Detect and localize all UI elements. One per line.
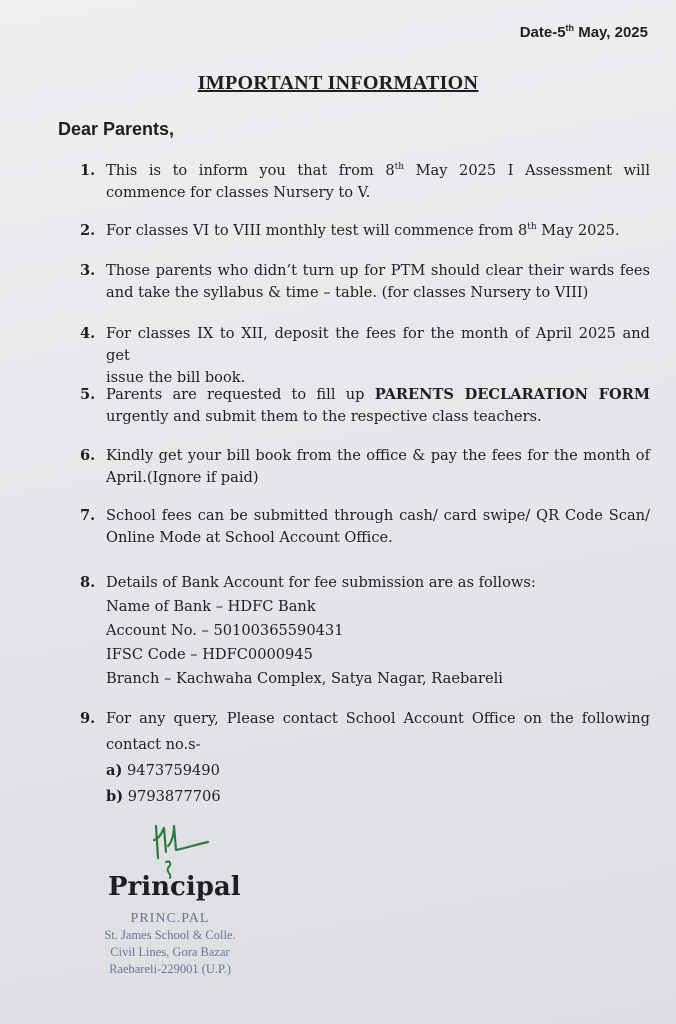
- notice-item-6: [80, 445, 650, 489]
- bank-name: Name of Bank – HDFC Bank: [106, 598, 316, 615]
- item-line: commence for classes Nursery to V.: [106, 184, 371, 201]
- signatory-title: Principal: [108, 872, 241, 902]
- item-line: School fees can be submitted through cash/ card swipe/ QR Code Scan/: [106, 507, 650, 524]
- item-number: 7.: [80, 507, 96, 524]
- account-number: Account No. – 50100365590431: [106, 622, 344, 639]
- item-line: April.(Ignore if paid): [106, 469, 259, 486]
- item-text: This is to inform you that from 8: [106, 162, 395, 179]
- item-line: Details of Bank Account for fee submission are as follows:: [106, 574, 536, 591]
- item-line: Kindly get your bill book from the office & pay the fees for the month of: [106, 447, 650, 464]
- item-line: issue the bill book.: [106, 369, 246, 386]
- stamp-title: PRINC.PAL: [130, 911, 210, 926]
- item-line: [106, 160, 650, 182]
- date-rest: May, 2025: [574, 24, 648, 41]
- item-line: Online Mode at School Account Office.: [106, 529, 393, 546]
- item-line: Those parents who didn’t turn up for PTM should clear their wards fees: [106, 262, 650, 279]
- notice-item-9: [80, 706, 650, 810]
- item-number: 2.: [80, 222, 96, 239]
- ifsc-code: IFSC Code – HDFC0000945: [106, 646, 313, 663]
- item-line: [106, 384, 650, 406]
- item-number: 4.: [80, 325, 96, 342]
- notice-item-5: [80, 384, 650, 428]
- item-number: 1.: [80, 162, 96, 179]
- date-day-suffix: th: [565, 23, 575, 33]
- contact-phone: 9793877706: [127, 788, 221, 805]
- item-line: contact no.s-: [106, 736, 201, 753]
- item-line: For any query, Please contact School Account Office on the following: [106, 710, 650, 727]
- item-number: 5.: [80, 386, 96, 403]
- item-text: For classes VI to VIII monthly test will commence from 8: [106, 222, 528, 239]
- item-number: 3.: [80, 262, 96, 279]
- salutation: Dear Parents,: [58, 119, 175, 139]
- item-text: Parents are requested to fill up: [106, 386, 375, 403]
- item-text: May 2025 I Assessment will: [404, 162, 650, 179]
- item-text: May 2025.: [536, 222, 620, 239]
- item-line: [106, 220, 650, 242]
- item-number: 8.: [80, 574, 96, 591]
- item-line: and take the syllabus & time – table. (for classes Nursery to VIII): [106, 284, 589, 301]
- notice-item-4: [80, 323, 650, 389]
- page-heading: [0, 72, 676, 95]
- notice-item-1: [80, 160, 650, 204]
- contact-row: [106, 758, 650, 784]
- stamp-line: Civil Lines, Gora Bazar: [110, 945, 230, 959]
- contact-row: [106, 784, 650, 810]
- superscript: th: [394, 162, 405, 172]
- notice-item-3: [80, 260, 650, 304]
- item-number: 6.: [80, 447, 96, 464]
- heading-text: IMPORTANT INFORMATION: [197, 72, 479, 94]
- school-stamp: [80, 910, 260, 978]
- notice-item-8: [80, 571, 650, 691]
- contact-letter: b): [106, 788, 124, 805]
- contact-phone: 9473759490: [127, 762, 220, 779]
- stamp-line: Raebareli-229001 (U.P.): [109, 962, 231, 976]
- notice-item-2: [80, 220, 650, 242]
- branch: Branch – Kachwaha Complex, Satya Nagar, Raebareli: [106, 670, 503, 687]
- date-label: Date-5: [519, 24, 566, 41]
- item-line: urgently and submit them to the respective class teachers.: [106, 408, 542, 425]
- notice-item-7: [80, 505, 650, 549]
- item-number: 9.: [80, 710, 96, 727]
- contact-letter: a): [106, 762, 123, 779]
- form-name: PARENTS DECLARATION FORM: [374, 386, 650, 403]
- superscript: th: [527, 222, 537, 232]
- letter-date: [520, 24, 648, 41]
- stamp-line: St. James School & Colle.: [104, 928, 236, 942]
- item-line: For classes IX to XII, deposit the fees for the month of April 2025 and get: [106, 325, 650, 364]
